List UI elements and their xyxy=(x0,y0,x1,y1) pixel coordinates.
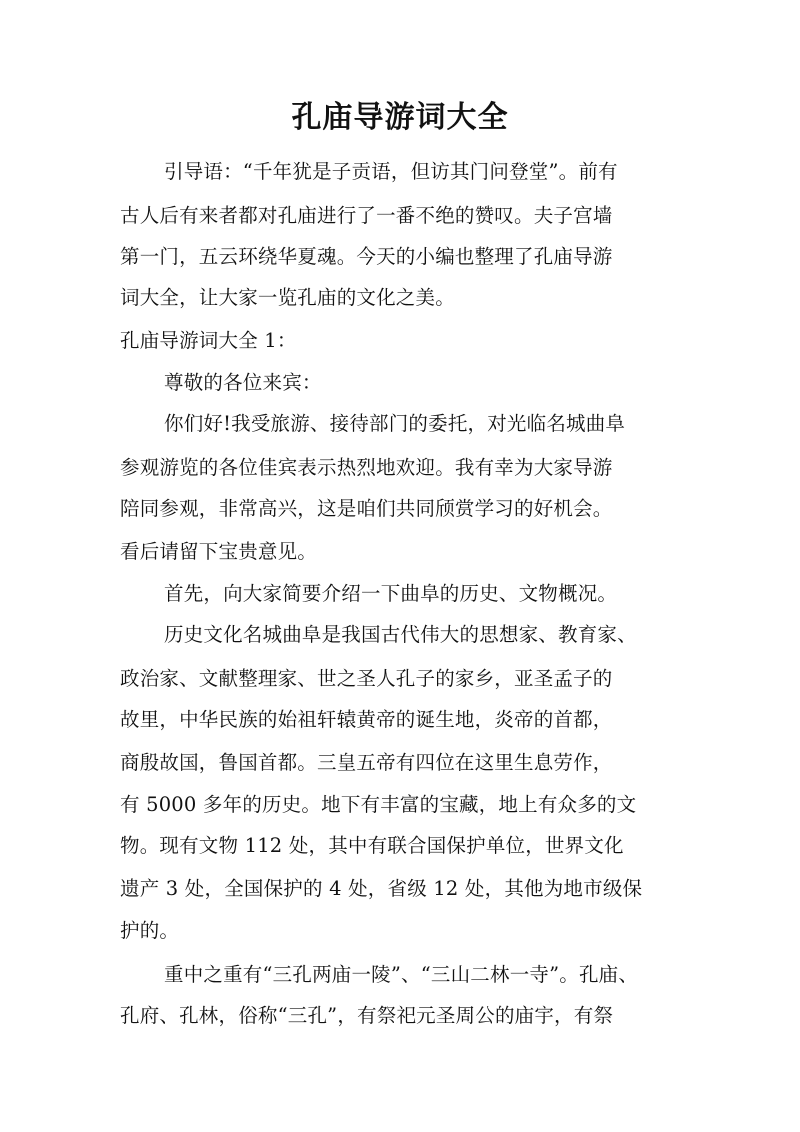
paragraph-line: 故里，中华民族的始祖轩辕黄帝的诞生地，炎帝的首都， xyxy=(120,708,613,731)
paragraph-line: 你们好!我受旅游、接待部门的委托，对光临名城曲阜 xyxy=(164,412,626,435)
paragraph-line: 尊敬的各位来宾： xyxy=(164,371,322,394)
paragraph-line: 参观游览的各位佳宾表示热烈地欢迎。我有幸为大家导游 xyxy=(120,456,613,479)
paragraph-line: 有 5000 多年的历史。地下有丰富的宝藏，地上有众多的文 xyxy=(120,793,637,816)
paragraph-line: 第一门，五云环绕华夏魂。今天的小编也整理了孔庙导游 xyxy=(120,245,613,268)
document-title: 孔庙导游词大全 xyxy=(291,100,509,135)
paragraph-line: 古人后有来者都对孔庙进行了一番不绝的赞叹。夫子宫墙 xyxy=(120,204,613,227)
paragraph-line: 看后请留下宝贵意见。 xyxy=(120,540,318,563)
paragraph-line: 遗产 3 处，全国保护的 4 处，省级 12 处，其他为地市级保 xyxy=(120,877,643,900)
paragraph-line: 护的。 xyxy=(120,919,180,942)
paragraph-line: 重中之重有“三孔两庙一陵”、“三山二林一寺”。孔庙、 xyxy=(164,963,639,986)
paragraph-line: 词大全，让大家一览孔庙的文化之美。 xyxy=(120,286,455,309)
paragraph-line: 政治家、文献整理家、世之圣人孔子的家乡，亚圣孟子的 xyxy=(120,667,613,690)
paragraph-line: 引导语：“千年犹是子贡语，但访其门问登堂”。前有 xyxy=(164,160,618,183)
paragraph-line: 首先，向大家简要介绍一下曲阜的历史、文物概况。 xyxy=(164,582,618,605)
paragraph-line: 陪同参观，非常高兴，这是咱们共同颀赏学习的好机会。 xyxy=(120,497,613,520)
paragraph-line: 商殷故国，鲁国首都。三皇五帝有四位在这里生息劳作， xyxy=(120,751,613,774)
section-heading: 孔庙导游词大全 1： xyxy=(120,329,297,352)
paragraph-line: 孔府、孔林，俗称“三孔”，有祭祀元圣周公的庙宇，有祭 xyxy=(120,1004,614,1027)
paragraph-line: 历史文化名城曲阜是我国古代伟大的思想家、教育家、 xyxy=(164,623,637,646)
paragraph-line: 物。现有文物 112 处，其中有联合国保护单位，世界文化 xyxy=(120,834,624,857)
